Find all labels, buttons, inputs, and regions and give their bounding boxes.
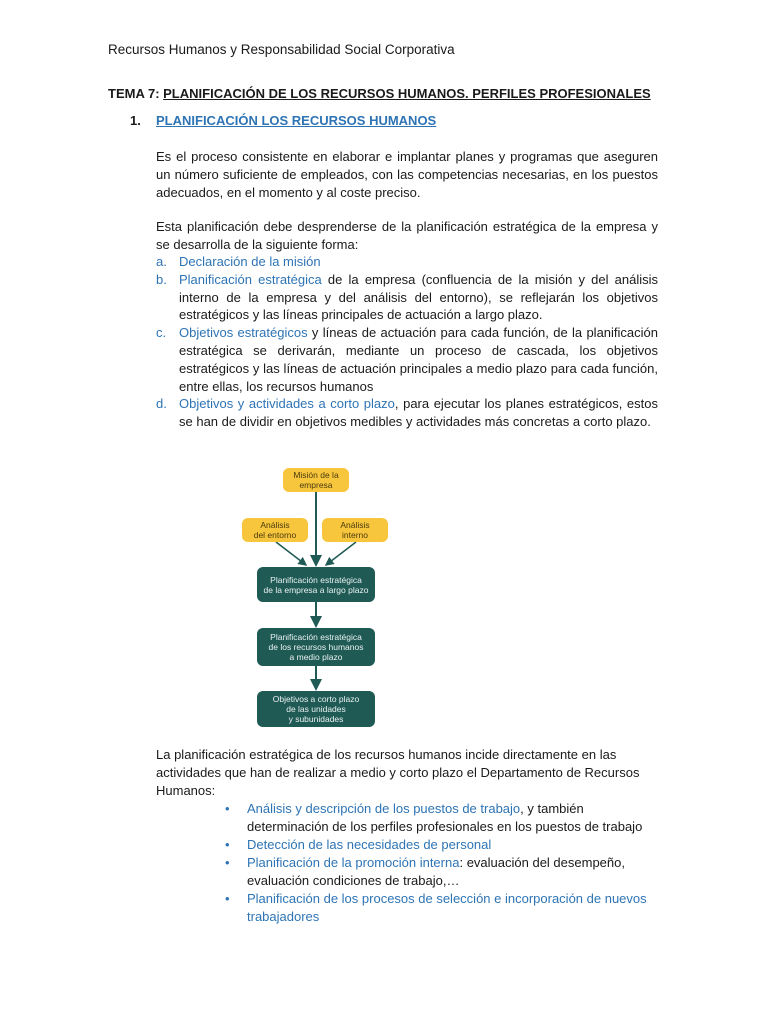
- list-marker: b.: [156, 271, 167, 287]
- list-item: [156, 253, 658, 271]
- step-text: de la empresa (confluencia de la misión y del análisis interno de la empresa y del análisis del entorno), se reflejarán los objetivos estratégicos y las líneas principales de actuación a largo plazo.: [179, 271, 658, 323]
- step-text: , para ejecutar los planes estratégicos, estos se han de dividir en objetivos medibles y actividades más concretas a corto plazo.: [179, 396, 658, 430]
- steps-list: [156, 253, 658, 431]
- box-analisis-entorno: Análisis del entorno: [242, 518, 308, 542]
- box-mision: Misión de la empresa: [283, 468, 349, 492]
- list-marker: c.: [156, 325, 167, 341]
- box-planificacion-rrhh: Planificación estratégica de los recursos humanos a medio plazo: [257, 628, 375, 666]
- running-header: Recursos Humanos y Responsabilidad Social Corporativa: [108, 42, 455, 57]
- arrow-entorno: [276, 542, 306, 565]
- activity-text: , y también determinación de los perfiles profesionales en los puestos de trabajo: [247, 801, 643, 834]
- activity-text: : evaluación del desempeño, evaluación condiciones de trabajo,…: [247, 855, 625, 888]
- bullet-icon: •: [225, 801, 230, 816]
- chapter-title: [108, 86, 651, 101]
- box-planificacion-estrategica: Planificación estratégica de la empresa a largo plazo: [257, 567, 375, 602]
- definition-paragraph: Es el proceso consistente en elaborar e implantar planes y programas que aseguren un número suficiente de empleados, con las competencias necesarias, en los puestos adecuados, en el momento y al coste preciso.: [156, 149, 658, 200]
- box-objetivos-corto-plazo: Objetivos a corto plazo de las unidades y subunidades: [257, 691, 375, 727]
- planning-flow-diagram: [236, 460, 396, 732]
- section-title: PLANIFICACIÓN LOS RECURSOS HUMANOS: [156, 113, 437, 128]
- box-analisis-interno: Análisis interno: [322, 518, 388, 542]
- list-item: [156, 395, 658, 431]
- bullet-icon: •: [225, 837, 230, 852]
- chapter-prefix: TEMA 7:: [108, 86, 164, 101]
- list-item: [156, 271, 658, 324]
- activities-intro-paragraph: La planificación estratégica de los recursos humanos incide directamente en las actividades que han de realizar a medio y corto plazo el Departamento de Recursos Humanos:: [156, 747, 640, 798]
- list-marker: a.: [156, 254, 167, 269]
- bullet-icon: •: [225, 891, 230, 906]
- section-number: 1.: [130, 113, 141, 128]
- list-item: [225, 890, 665, 926]
- arrow-interno: [326, 542, 356, 565]
- activity-highlight: Planificación de los procesos de selección e incorporación de nuevos trabajadores: [247, 891, 647, 924]
- chapter-name: PLANIFICACIÓN DE LOS RECURSOS HUMANOS. PERFILES PROFESIONALES: [163, 86, 651, 101]
- step-highlight: Planificación estratégica: [179, 271, 322, 287]
- list-marker: d.: [156, 396, 167, 412]
- activity-highlight: Detección de las necesidades de personal: [247, 837, 492, 852]
- step-highlight: Objetivos estratégicos: [179, 325, 308, 341]
- list-item: [156, 324, 658, 395]
- activity-highlight: Planificación de la promoción interna: [247, 855, 460, 870]
- intro-paragraph: Esta planificación debe desprenderse de la planificación estratégica de la empresa y se desarrolla de la siguiente forma:: [156, 219, 658, 252]
- step-highlight: Declaración de la misión: [179, 254, 321, 269]
- list-item: [225, 836, 665, 854]
- list-item: [225, 800, 665, 836]
- list-item: [225, 854, 665, 890]
- bullet-icon: •: [225, 855, 230, 870]
- section-heading: [130, 113, 436, 128]
- activity-highlight: Análisis y descripción de los puestos de trabajo: [247, 801, 521, 816]
- step-highlight: Objetivos y actividades a corto plazo: [179, 396, 395, 412]
- step-text: y líneas de actuación para cada función, de la planificación estratégica se derivarán, mediante un proceso de cascada, los objetivos estratégicos y las líneas de actuación principales a medio plazo para cada función, entre ellas, los recursos humanos: [179, 325, 658, 394]
- activities-list: [225, 800, 665, 926]
